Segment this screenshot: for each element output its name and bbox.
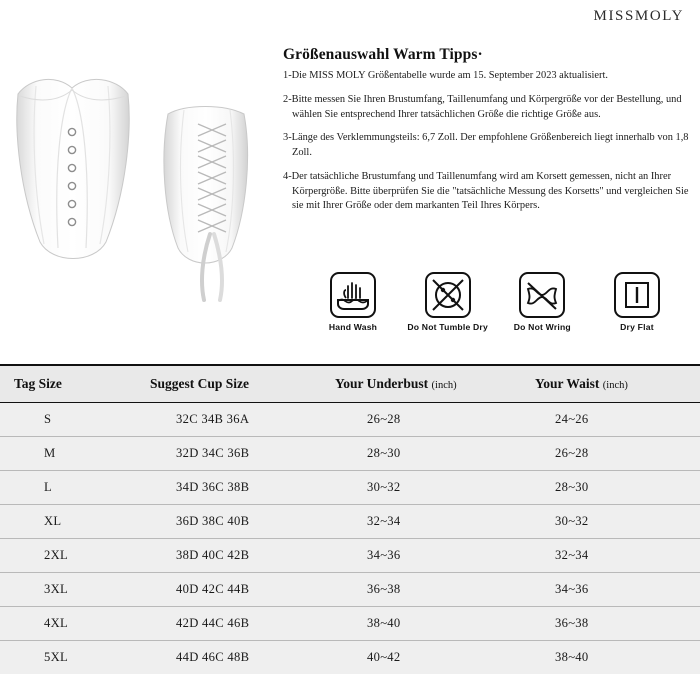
product-images bbox=[0, 54, 275, 314]
tip-line-4: 4-Der tatsächliche Brustumfang und Taillenumfang wird am Korsett gemessen, nicht an Ihrer Körpergröße. Bitte überprüfen Sie die "tatsächliche Messung des Korsetts" und vergleichen Sie sie mit Ihrer Größe oder dem markanten Teil Ihres Körpers. bbox=[283, 170, 689, 212]
table-row bbox=[0, 403, 700, 437]
cell-waist: 38~40 bbox=[525, 641, 700, 675]
cell-cup-size: 32C 34B 36A bbox=[140, 403, 325, 437]
cell-tag-size: L bbox=[0, 471, 140, 505]
care-instructions bbox=[310, 272, 680, 332]
cell-waist: 28~30 bbox=[525, 471, 700, 505]
do-not-wring-icon bbox=[519, 272, 565, 318]
table-row bbox=[0, 607, 700, 641]
table-row bbox=[0, 437, 700, 471]
cell-underbust: 28~30 bbox=[325, 437, 525, 471]
cell-tag-size: M bbox=[0, 437, 140, 471]
cell-underbust: 30~32 bbox=[325, 471, 525, 505]
hand-wash-icon bbox=[330, 272, 376, 318]
cell-waist: 30~32 bbox=[525, 505, 700, 539]
cell-waist: 34~36 bbox=[525, 573, 700, 607]
tip-line-3: 3-Länge des Verklemmungsteils: 6,7 Zoll. Der empfohlene Größenbereich liegt innerhalb von 1,8 Zoll. bbox=[283, 132, 689, 159]
cell-cup-size: 40D 42C 44B bbox=[140, 573, 325, 607]
cell-waist: 26~28 bbox=[525, 437, 700, 471]
size-tips bbox=[283, 46, 693, 223]
cell-waist: 32~34 bbox=[525, 539, 700, 573]
brand-logo: MISSMOLY bbox=[593, 8, 684, 24]
table-header-row bbox=[0, 365, 700, 403]
col-header-underbust-unit: (inch) bbox=[431, 380, 457, 391]
care-label-no-tumble-dry: Do Not Tumble Dry bbox=[407, 322, 488, 332]
care-label-no-wring: Do Not Wring bbox=[513, 322, 571, 332]
cell-cup-size: 38D 40C 42B bbox=[140, 539, 325, 573]
cell-tag-size: 5XL bbox=[0, 641, 140, 675]
cell-cup-size: 44D 46C 48B bbox=[140, 641, 325, 675]
table-row bbox=[0, 539, 700, 573]
col-header-waist-text: Your Waist bbox=[535, 376, 603, 391]
table-row bbox=[0, 641, 700, 675]
cell-tag-size: 4XL bbox=[0, 607, 140, 641]
cell-tag-size: S bbox=[0, 403, 140, 437]
col-header-waist-unit: (inch) bbox=[602, 380, 628, 391]
cell-tag-size: 2XL bbox=[0, 539, 140, 573]
cell-underbust: 34~36 bbox=[325, 539, 525, 573]
table-row bbox=[0, 573, 700, 607]
do-not-tumble-dry-icon bbox=[425, 272, 471, 318]
col-header-cup-size-text: Suggest Cup Size bbox=[150, 376, 250, 391]
col-header-tag-size bbox=[0, 365, 140, 403]
tip-line-1: 1-Die MISS MOLY Größentabelle wurde am 15. September 2023 aktualisiert. bbox=[283, 70, 608, 81]
cell-underbust: 36~38 bbox=[325, 573, 525, 607]
size-table bbox=[0, 364, 700, 674]
page-title: Größenauswahl Warm Tipps· bbox=[283, 46, 483, 63]
care-label-hand-wash: Hand Wash bbox=[328, 322, 378, 332]
col-header-tag-size-text: Tag Size bbox=[14, 376, 62, 391]
corset-back-image bbox=[152, 102, 272, 307]
cell-underbust: 32~34 bbox=[325, 505, 525, 539]
corset-front-image bbox=[8, 72, 138, 272]
cell-cup-size: 32D 34C 36B bbox=[140, 437, 325, 471]
dry-flat-icon bbox=[614, 272, 660, 318]
col-header-cup-size bbox=[140, 365, 325, 403]
care-item-hand-wash bbox=[310, 272, 396, 332]
care-label-dry-flat: Dry Flat bbox=[620, 322, 654, 332]
cell-waist: 24~26 bbox=[525, 403, 700, 437]
col-header-waist bbox=[525, 365, 700, 403]
cell-underbust: 40~42 bbox=[325, 641, 525, 675]
care-item-no-wring bbox=[499, 272, 585, 332]
size-table-wrap bbox=[0, 364, 700, 674]
care-item-no-tumble-dry bbox=[405, 272, 491, 332]
cell-cup-size: 42D 44C 46B bbox=[140, 607, 325, 641]
tip-line-2: 2-Bitte messen Sie Ihren Brustumfang, Taillenumfang und Körpergröße vor der Bestellung, und wählen Sie entsprechend Ihrer tatsächlichen Größe die richtige Größe aus. bbox=[283, 93, 682, 120]
cell-tag-size: 3XL bbox=[0, 573, 140, 607]
cell-underbust: 26~28 bbox=[325, 403, 525, 437]
table-row bbox=[0, 471, 700, 505]
cell-cup-size: 34D 36C 38B bbox=[140, 471, 325, 505]
care-item-dry-flat bbox=[594, 272, 680, 332]
cell-waist: 36~38 bbox=[525, 607, 700, 641]
cell-underbust: 38~40 bbox=[325, 607, 525, 641]
col-header-underbust bbox=[325, 365, 525, 403]
cell-cup-size: 36D 38C 40B bbox=[140, 505, 325, 539]
table-row bbox=[0, 505, 700, 539]
col-header-underbust-text: Your Underbust bbox=[335, 376, 432, 391]
cell-tag-size: XL bbox=[0, 505, 140, 539]
